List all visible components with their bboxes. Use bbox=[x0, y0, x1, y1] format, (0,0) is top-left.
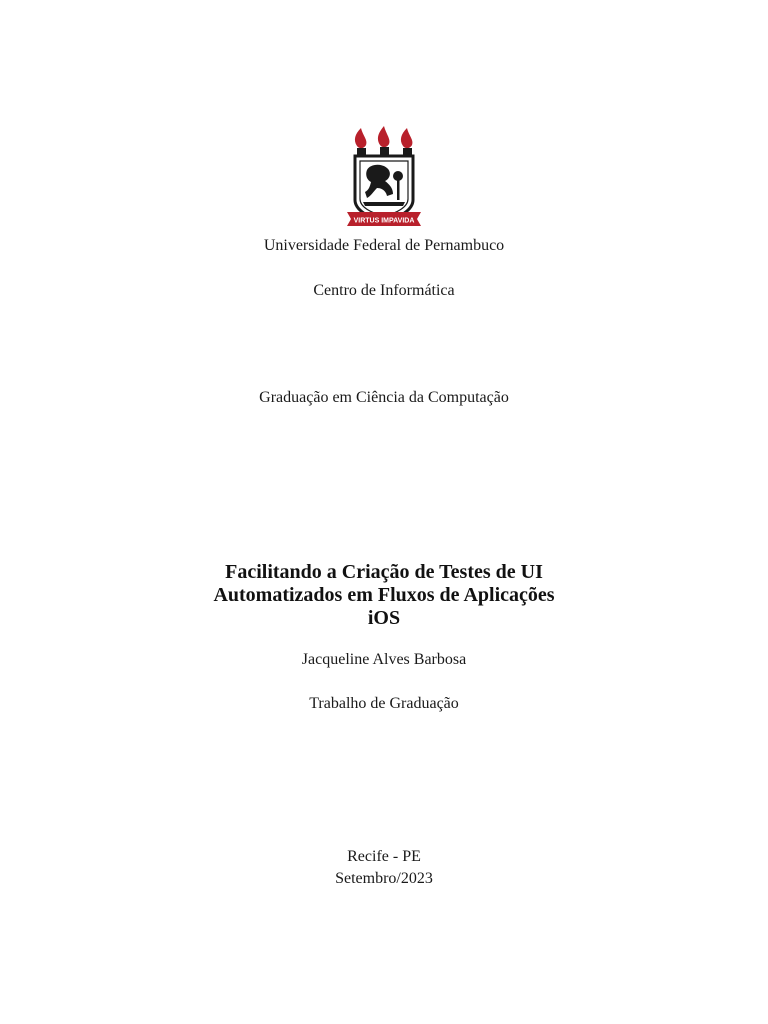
thesis-title-line-2: Automatizados em Fluxos de Aplicações bbox=[213, 584, 555, 606]
university-name: Universidade Federal de Pernambuco bbox=[263, 237, 505, 254]
center-name: Centro de Informática bbox=[313, 282, 455, 299]
work-type: Trabalho de Graduação bbox=[309, 695, 459, 712]
thesis-title-line-3: iOS bbox=[367, 607, 401, 629]
place: Recife - PE bbox=[347, 848, 421, 865]
ufpe-crest-icon bbox=[343, 124, 425, 232]
date: Setembro/2023 bbox=[335, 870, 433, 887]
crest-motto: VIRTUS IMPAVIDA bbox=[353, 217, 415, 225]
program-name: Graduação em Ciência da Computação bbox=[259, 389, 509, 406]
thesis-title-line-1: Facilitando a Criação de Testes de UI bbox=[225, 561, 543, 583]
thesis-title bbox=[0, 561, 768, 630]
author-name: Jacqueline Alves Barbosa bbox=[301, 651, 467, 668]
flames-icon bbox=[355, 126, 413, 148]
